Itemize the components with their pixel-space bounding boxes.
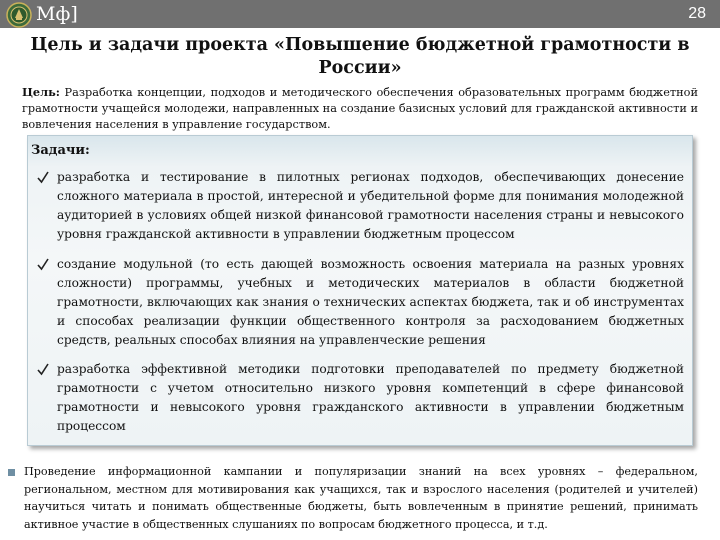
task-text: создание модульной (то есть дающей возможность освоения материала на разных уровнях сложности) программы, учебных и методических материалов в области бюджетной грамотности, включающих как знания о технических аспектах бюджета, так и об инструментах и способах реализации функции общественного контроля за расходованием бюджетных средств, реальных способах влияния на управленческие решения bbox=[57, 257, 684, 347]
goal-text: Разработка концепции, подходов и методического обеспечения образовательных программ бюджетной грамотности учащейся молодежи, направленных на создание базисных условий для гражданской активности и вовлечения населения в управление государством. bbox=[22, 86, 698, 131]
header-bar bbox=[0, 0, 720, 28]
goal-label: Цель: bbox=[22, 85, 60, 99]
goal-paragraph bbox=[22, 84, 698, 133]
checkmark-icon bbox=[36, 255, 50, 274]
task-item bbox=[57, 360, 684, 436]
slide-title: Цель и задачи проекта «Повышение бюджетной грамотности в России» bbox=[30, 35, 690, 78]
emblem-icon bbox=[6, 2, 32, 28]
task-text: разработка и тестирование в пилотных регионах подходов, обеспечивающих донесение сложного материала в простой, интересной и убедительной форме для понимания молодежной аудиторией в условиях общей низкой финансовой грамотности населения страны и невысокого уровня гражданской активности в управлении бюджетным процессом bbox=[57, 170, 684, 241]
task-item bbox=[57, 168, 684, 244]
square-bullet-icon bbox=[8, 469, 15, 476]
task-text: разработка эффективной методики подготовки преподавателей по предмету бюджетной грамотности с учетом относительно низкого уровня компетенций в сфере финансовой грамотности и невысокого уровня гражданского активности в управлении бюджетным процессом bbox=[57, 362, 684, 433]
page-number: 28 bbox=[688, 5, 706, 22]
task-item bbox=[57, 255, 684, 350]
checkmark-icon bbox=[36, 168, 50, 187]
logo-text: Мф] bbox=[36, 3, 78, 25]
bottom-paragraph: Проведение информационной кампании и популяризации знаний на всех уровнях – федеральном, региональном, местном для мотивирования как учащихся, так и взрослого населения (родителей и учителей) научиться читать и понимать общественные бюджеты, быть вовлеченным в принятие решений, принимать активное участие в общественных слушаниях по вопросам бюджетного процесса, и т.д. bbox=[24, 465, 698, 532]
tasks-heading: Задачи: bbox=[31, 143, 90, 158]
checkmark-icon bbox=[36, 360, 50, 379]
